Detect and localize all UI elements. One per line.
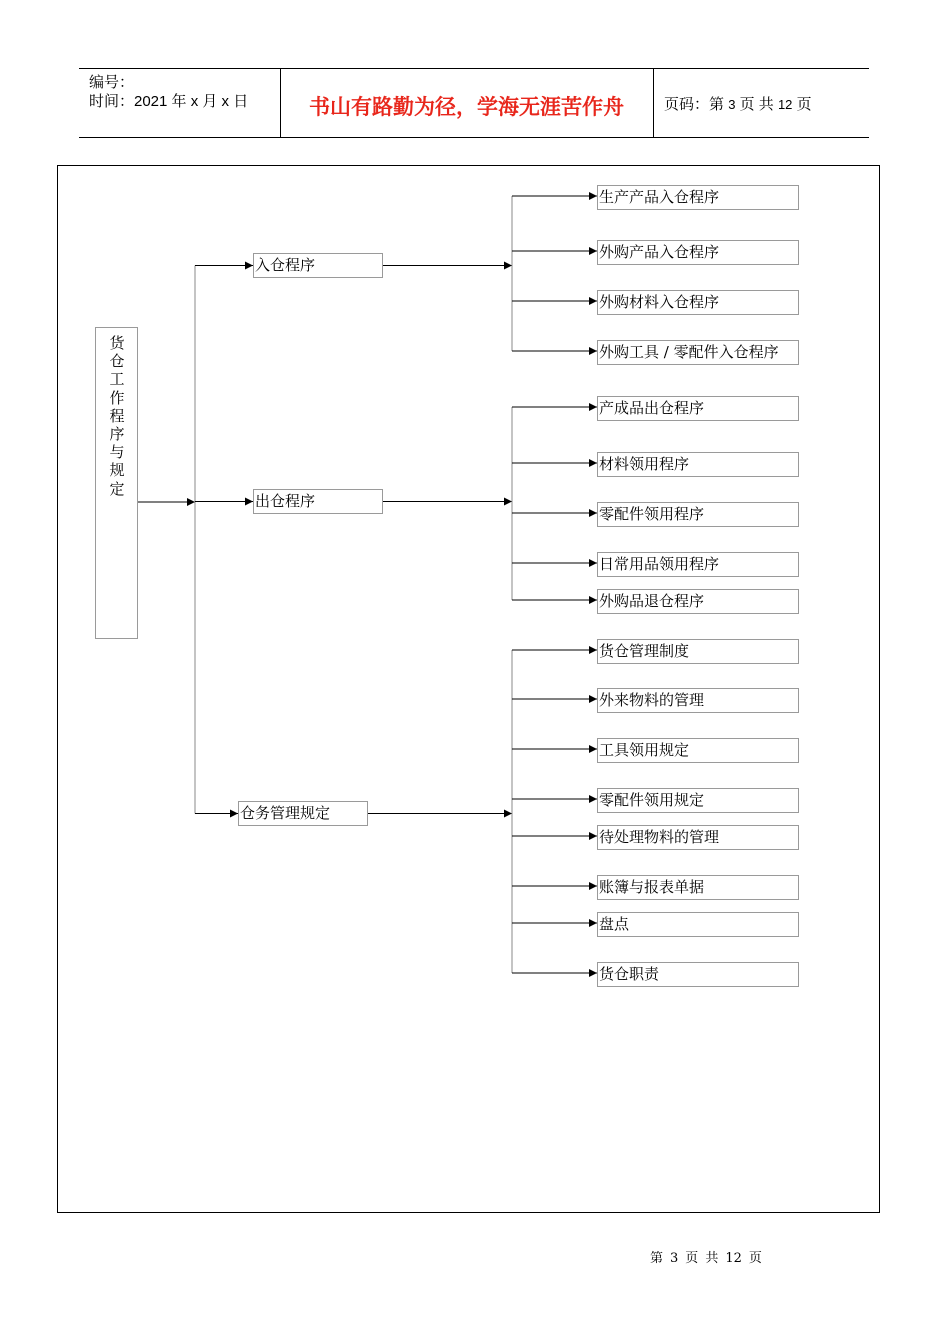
footer-text: 页 bbox=[685, 1251, 699, 1266]
footer-current: 3 bbox=[670, 1251, 679, 1266]
root-node-char: 仓 bbox=[109, 352, 125, 371]
root-node-char: 与 bbox=[109, 443, 125, 462]
leaf-node: 外来物料的管理 bbox=[597, 688, 799, 713]
code-label: 编号： bbox=[89, 74, 135, 91]
branch-node: 仓务管理规定 bbox=[238, 801, 368, 826]
page-label: 页码：第 bbox=[664, 96, 725, 113]
root-node-char: 作 bbox=[109, 388, 125, 407]
leaf-node: 货仓管理制度 bbox=[597, 639, 799, 664]
page-footer bbox=[650, 1247, 769, 1266]
root-node bbox=[95, 327, 138, 639]
leaf-node: 外购品退仓程序 bbox=[597, 589, 799, 614]
root-node-char: 定 bbox=[109, 479, 125, 498]
root-node-label bbox=[108, 334, 126, 498]
page-total: 12 bbox=[777, 97, 793, 112]
footer-total: 12 bbox=[725, 1251, 742, 1266]
root-node-char: 序 bbox=[109, 425, 125, 444]
leaf-node: 工具领用规定 bbox=[597, 738, 799, 763]
leaf-node: 零配件领用程序 bbox=[597, 502, 799, 527]
leaf-node: 零配件领用规定 bbox=[597, 788, 799, 813]
branch-node: 出仓程序 bbox=[253, 489, 383, 514]
leaf-node: 外购材料入仓程序 bbox=[597, 290, 799, 315]
page-current: 3 bbox=[728, 97, 736, 112]
footer-text: 页 bbox=[748, 1251, 762, 1266]
leaf-node: 外购工具 / 零配件入仓程序 bbox=[597, 340, 799, 365]
leaf-node: 产成品出仓程序 bbox=[597, 396, 799, 421]
leaf-node: 账簿与报表单据 bbox=[597, 875, 799, 900]
leaf-node: 生产产品入仓程序 bbox=[597, 185, 799, 210]
leaf-node: 盘点 bbox=[597, 912, 799, 937]
page-end: 页 bbox=[796, 96, 812, 113]
time-label: 时间：2021 年 x 月 x 日 bbox=[89, 93, 249, 110]
root-node-char: 工 bbox=[109, 370, 125, 389]
root-node-char: 规 bbox=[109, 461, 125, 480]
leaf-node: 货仓职责 bbox=[597, 962, 799, 987]
leaf-node: 外购产品入仓程序 bbox=[597, 240, 799, 265]
leaf-node: 日常用品领用程序 bbox=[597, 552, 799, 577]
root-node-char: 程 bbox=[109, 406, 125, 425]
footer-text: 第 bbox=[650, 1251, 664, 1266]
branch-node: 入仓程序 bbox=[253, 253, 383, 278]
leaf-node: 材料领用程序 bbox=[597, 452, 799, 477]
motto-text: 书山有路勤为径，学海无涯苦作舟 bbox=[309, 95, 624, 119]
leaf-node: 待处理物料的管理 bbox=[597, 825, 799, 850]
root-node-char: 货 bbox=[109, 334, 125, 352]
page-mid: 页 共 bbox=[739, 96, 774, 113]
footer-text: 共 bbox=[705, 1251, 719, 1266]
